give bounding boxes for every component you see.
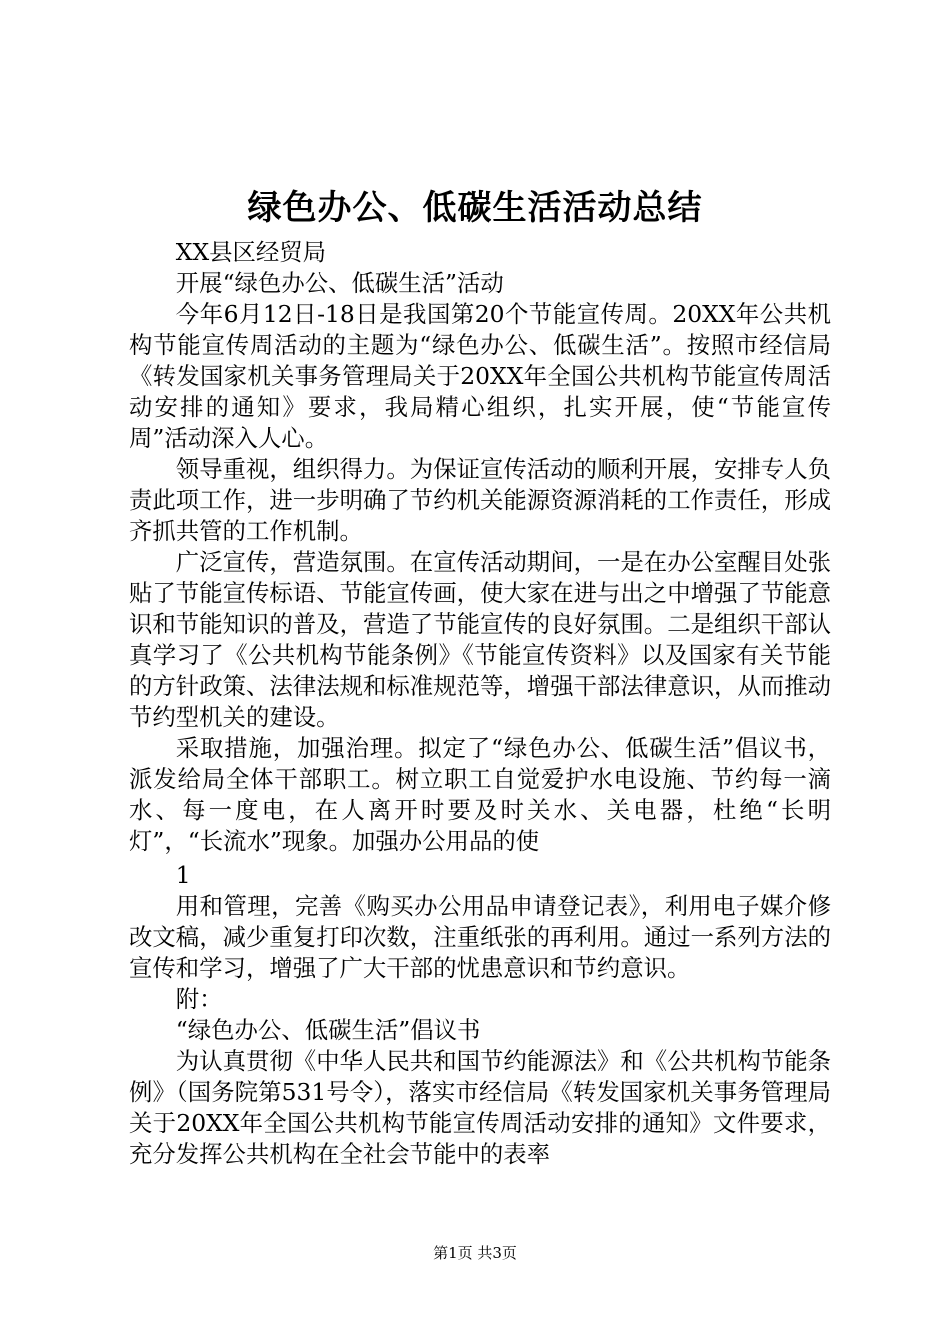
inline-page-number: 1 xyxy=(175,861,191,889)
document-title: 绿色办公、低碳生活活动总结 xyxy=(247,188,703,228)
paragraph-leadership: 领导重视，组织得力。为保证宣传活动的顺利开展，安排专人负责此项工作，进一步明确了节约机关能源资源消耗的工作责任，形成齐抓共管的工作机制。 xyxy=(129,455,831,545)
paragraph-intro: 今年6月12日-18日是我国第20个节能宣传周。20XX年公共机构节能宣传周活动的主题为“绿色办公、低碳生活”。按照市经信局《转发国家机关事务管理局关于20XX年全国公共机构节能宣传周活动安排的通知》要求，我局精心组织，扎实开展，使“节能宣传周”活动深入人心。 xyxy=(129,300,831,452)
paragraph-measures: 采取措施，加强治理。拟定了“绿色办公、低碳生活”倡议书，派发给局全体干部职工。树立职工自觉爱护水电设施、节约每一滴水、每一度电，在人离开时要及时关水、关电器，杜绝“长明灯”，“长流水”现象。加强办公用品的使 xyxy=(129,734,831,855)
page-footer: 第1页 共3页 xyxy=(433,1244,517,1262)
paragraph-activity-heading: 开展“绿色办公、低碳生活”活动 xyxy=(175,269,504,297)
paragraph-publicity: 广泛宣传，营造氛围。在宣传活动期间，一是在办公室醒目处张贴了节能宣传标语、节能宣传画，使大家在进与出之中增强了节能意识和节能知识的普及，营造了节能宣传的良好氛围。二是组织干部认真学习了《公共机构节能条例》《节能宣传资料》以及国家有关节能的方针政策、法律法规和标准规范等，增强干部法律意识，从而推动节约型机关的建设。 xyxy=(129,548,831,731)
paragraph-management: 用和管理，完善《购买办公用品申请登记表》，利用电子媒介修改文稿，减少重复打印次数，注重纸张的再利用。通过一系列方法的宣传和学习，增强了广大干部的忧患意识和节约意识。 xyxy=(129,892,831,982)
paragraph-proposal-body: 为认真贯彻《中华人民共和国节约能源法》和《公共机构节能条例》（国务院第531号令），落实市经信局《转发国家机关事务管理局关于20XX年全国公共机构节能宣传周活动安排的通知》文件要求，充分发挥公共机构在全社会节能中的表率 xyxy=(129,1047,831,1168)
paragraph-organization: XX县区经贸局 xyxy=(175,238,327,266)
paragraph-attachment-label: 附： xyxy=(175,985,223,1013)
document-body xyxy=(129,237,831,1170)
paragraph-proposal-title: “绿色办公、低碳生活”倡议书 xyxy=(175,1016,481,1044)
